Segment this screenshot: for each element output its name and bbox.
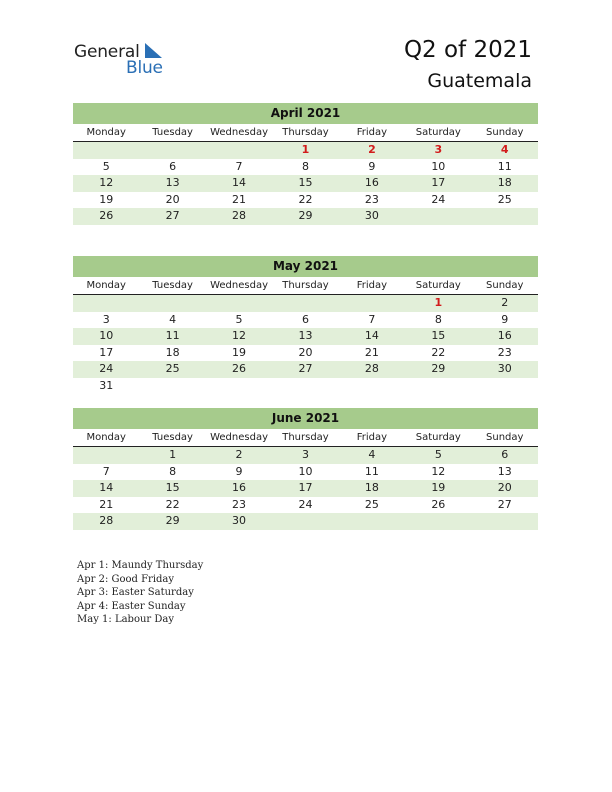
day-cell: 7	[102, 464, 110, 478]
empty-day-cell	[472, 208, 538, 225]
empty-day-cell	[139, 142, 205, 159]
empty-day-cell	[405, 513, 471, 530]
day-cell: 17	[99, 345, 114, 359]
day-cell: 2	[235, 448, 243, 461]
week-row	[73, 378, 538, 395]
weekday-label: Saturday	[415, 432, 461, 443]
day-cell: 1	[169, 448, 177, 461]
holiday-entry: Apr 4: Easter Sunday	[77, 600, 186, 612]
day-cell: 26	[431, 497, 446, 511]
day-cell: 24	[99, 362, 114, 375]
day-cell: 6	[501, 448, 509, 461]
week-row	[73, 208, 538, 225]
weekday-label: Tuesday	[152, 127, 193, 138]
day-cell: 4	[169, 312, 177, 326]
empty-day-cell	[472, 513, 538, 530]
day-cell: 25	[165, 362, 180, 375]
day-cell: 14	[364, 329, 379, 342]
day-cell: 22	[431, 345, 446, 359]
day-cell: 9	[501, 312, 509, 326]
day-cell: 15	[298, 176, 313, 189]
weekday-label: Saturday	[415, 127, 461, 138]
day-cell: 10	[431, 159, 446, 173]
holiday-entry: Apr 1: Maundy Thursday	[77, 560, 204, 571]
day-cell: 17	[298, 481, 313, 494]
empty-day-cell	[139, 295, 205, 312]
week-row	[73, 464, 538, 481]
day-cell: 23	[364, 192, 379, 206]
day-cell: 28	[99, 514, 114, 527]
weekday-label: Friday	[356, 432, 388, 443]
month-title: May 2021	[73, 256, 538, 277]
weekday-label: Wednesday	[210, 432, 268, 443]
day-cell: 2	[368, 143, 376, 156]
weekday-label: Monday	[86, 127, 126, 138]
weekday-label: Wednesday	[210, 280, 268, 291]
day-cell: 13	[165, 176, 180, 189]
day-cell: 4	[368, 448, 376, 461]
month-may	[73, 256, 538, 394]
week-row	[73, 361, 538, 378]
day-cell: 30	[497, 362, 512, 375]
holiday-list	[77, 559, 203, 627]
day-cell: 18	[364, 481, 379, 494]
day-cell: 6	[169, 159, 177, 173]
day-cell: 5	[102, 159, 110, 173]
day-cell: 13	[497, 464, 512, 478]
week-row	[73, 192, 538, 209]
day-cell: 25	[497, 192, 512, 206]
day-cell: 12	[431, 464, 446, 478]
day-cell: 21	[364, 345, 379, 359]
day-cell: 7	[235, 159, 243, 173]
week-row	[73, 447, 538, 464]
day-cell: 11	[165, 329, 180, 342]
holiday-entry: Apr 3: Easter Saturday	[77, 587, 194, 599]
day-cell: 19	[232, 345, 247, 359]
day-cell: 25	[364, 497, 379, 511]
week-row	[73, 328, 538, 345]
weekday-label: Wednesday	[210, 127, 268, 138]
day-cell: 5	[235, 312, 243, 326]
weekday-header-row	[73, 429, 538, 447]
weekday-label: Monday	[86, 432, 126, 443]
day-cell: 29	[298, 209, 313, 222]
empty-day-cell	[73, 447, 139, 464]
weekday-label: Monday	[86, 280, 126, 291]
day-cell: 5	[434, 448, 442, 461]
empty-day-cell	[405, 208, 471, 225]
day-cell: 20	[497, 481, 512, 494]
day-cell: 3	[102, 312, 110, 326]
day-cell: 15	[165, 481, 180, 494]
logo-text-blue: Blue	[126, 58, 163, 78]
week-row	[73, 345, 538, 362]
day-cell: 17	[431, 176, 446, 189]
week-row	[73, 175, 538, 192]
week-row	[73, 480, 538, 497]
day-cell: 20	[298, 345, 313, 359]
day-cell: 8	[169, 464, 177, 478]
weekday-header-row	[73, 277, 538, 295]
day-cell: 19	[431, 481, 446, 494]
day-cell: 24	[431, 192, 446, 206]
day-cell: 23	[232, 497, 247, 511]
day-cell: 8	[301, 159, 309, 173]
month-title: June 2021	[73, 408, 538, 429]
day-cell: 16	[497, 329, 512, 342]
empty-day-cell	[272, 378, 338, 395]
empty-day-cell	[73, 142, 139, 159]
week-row	[73, 142, 538, 159]
day-cell: 7	[368, 312, 376, 326]
week-row	[73, 295, 538, 312]
weekday-label: Tuesday	[152, 280, 193, 291]
day-cell: 22	[165, 497, 180, 511]
day-cell: 9	[235, 464, 243, 478]
empty-day-cell	[206, 142, 272, 159]
day-cell: 9	[368, 159, 376, 173]
day-cell: 22	[298, 192, 313, 206]
empty-day-cell	[139, 378, 205, 395]
empty-day-cell	[206, 295, 272, 312]
day-cell: 20	[165, 192, 180, 206]
day-cell: 6	[301, 312, 309, 326]
day-cell: 16	[364, 176, 379, 189]
day-cell: 26	[232, 362, 247, 375]
day-cell: 27	[165, 209, 180, 222]
day-cell: 14	[99, 481, 114, 494]
week-row	[73, 497, 538, 514]
empty-day-cell	[272, 513, 338, 530]
day-cell: 30	[364, 209, 379, 222]
page-title: Q2 of 2021	[403, 37, 532, 63]
day-cell: 3	[434, 143, 443, 156]
day-cell: 19	[99, 192, 114, 206]
weekday-label: Saturday	[415, 280, 461, 291]
day-cell: 3	[301, 448, 309, 461]
day-cell: 13	[298, 329, 313, 342]
weekday-label: Sunday	[486, 280, 524, 291]
day-cell: 18	[165, 345, 180, 359]
weekday-label: Friday	[356, 127, 388, 138]
weekday-label: Tuesday	[152, 432, 193, 443]
logo-triangle-icon	[141, 43, 163, 59]
empty-day-cell	[206, 378, 272, 395]
day-cell: 30	[232, 514, 247, 527]
day-cell: 27	[298, 362, 313, 375]
weekday-label: Thursday	[282, 280, 329, 291]
weekday-label: Thursday	[282, 127, 329, 138]
day-cell: 29	[431, 362, 446, 375]
day-cell: 10	[99, 329, 114, 342]
day-cell: 4	[500, 143, 509, 156]
day-cell: 21	[232, 192, 247, 206]
day-cell: 1	[434, 296, 443, 309]
month-april	[73, 103, 538, 225]
month-title: April 2021	[73, 103, 538, 124]
day-cell: 28	[364, 362, 379, 375]
day-cell: 29	[165, 514, 180, 527]
day-cell: 31	[99, 378, 114, 392]
day-cell: 11	[497, 159, 512, 173]
empty-day-cell	[339, 295, 405, 312]
logo	[74, 42, 174, 78]
empty-day-cell	[339, 378, 405, 395]
weekday-label: Sunday	[486, 432, 524, 443]
day-cell: 16	[232, 481, 247, 494]
day-cell: 21	[99, 497, 114, 511]
week-row	[73, 159, 538, 176]
empty-day-cell	[472, 378, 538, 395]
month-june	[73, 408, 538, 530]
day-cell: 2	[501, 296, 509, 309]
country-name: Guatemala	[427, 70, 532, 92]
weekday-label: Sunday	[486, 127, 524, 138]
day-cell: 1	[301, 143, 310, 156]
day-cell: 28	[232, 209, 247, 222]
day-cell: 10	[298, 464, 313, 478]
holiday-entry: May 1: Labour Day	[77, 614, 174, 626]
logo-text-general: General	[74, 42, 140, 62]
day-cell: 18	[497, 176, 512, 189]
empty-day-cell	[339, 513, 405, 530]
day-cell: 11	[364, 464, 379, 478]
weekday-header-row	[73, 124, 538, 142]
week-row	[73, 312, 538, 329]
day-cell: 24	[298, 497, 313, 511]
day-cell: 26	[99, 209, 114, 222]
day-cell: 15	[431, 329, 446, 342]
weekday-label: Friday	[356, 280, 388, 291]
day-cell: 14	[232, 176, 247, 189]
holiday-entry: Apr 2: Good Friday	[77, 573, 175, 585]
day-cell: 12	[232, 329, 247, 342]
weekday-label: Thursday	[282, 432, 329, 443]
empty-day-cell	[272, 295, 338, 312]
empty-day-cell	[405, 378, 471, 395]
empty-day-cell	[73, 295, 139, 312]
day-cell: 27	[497, 497, 512, 511]
week-row	[73, 513, 538, 530]
day-cell: 12	[99, 176, 114, 189]
day-cell: 8	[434, 312, 442, 326]
day-cell: 23	[497, 345, 512, 359]
